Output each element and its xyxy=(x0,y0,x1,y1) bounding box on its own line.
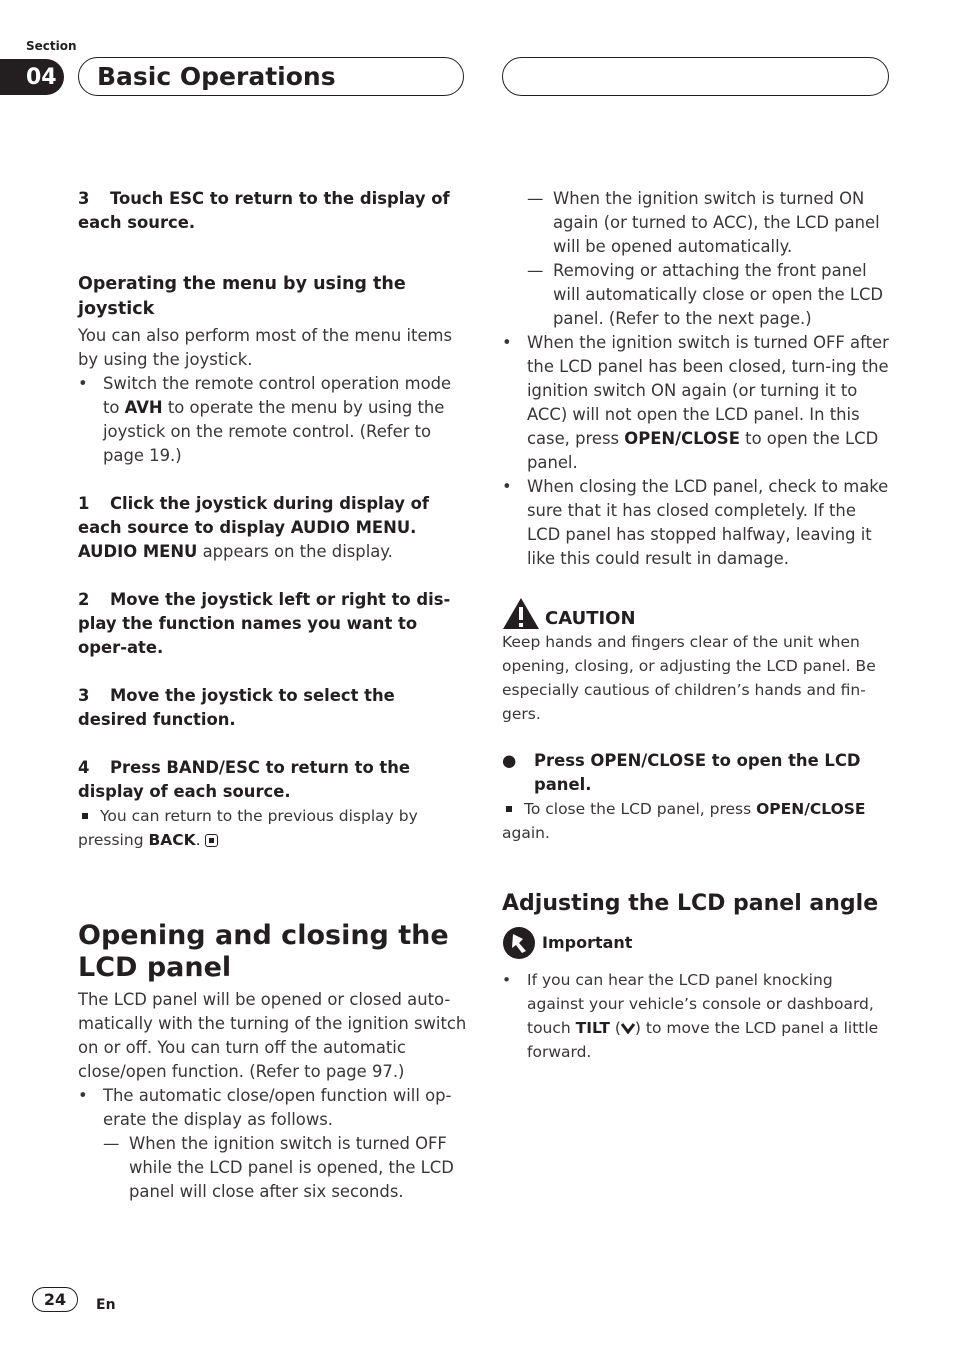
menu-intro-text: You can also perform most of the menu items by using the joystick. xyxy=(78,326,453,369)
section-label: Section xyxy=(26,39,77,53)
step-2-move-left-right: 2 Move the joystick left or right to dis-play the function names you want to oper-ate. xyxy=(78,590,451,657)
important-icon xyxy=(502,926,536,960)
step-3-touch-esc: 3 Touch ESC to return to the display of each source. xyxy=(78,189,450,232)
right-column xyxy=(502,187,892,1064)
dash-ignition-off: — When the ignition switch is turned OFF while the LCD panel is opened, the LCD panel will close after six seconds. xyxy=(103,1134,454,1201)
bullet-avh: • Switch the remote control operation mode to AVH to operate the menu by using the joystick on the remote control. (Refer to page 19.) xyxy=(78,374,452,465)
tilt-chevron-icon xyxy=(621,1022,635,1034)
bullet-ignition-off-closed: • When the ignition switch is turned OFF after the LCD panel has been closed, turn-ing the ignition switch ON again (or turning it to ACC) will not open the LCD panel. In this case, press OPEN/CLOSE to open the LCD panel. xyxy=(502,333,889,472)
end-mark-icon xyxy=(205,834,218,847)
warning-triangle-icon xyxy=(502,597,540,630)
header-box-empty xyxy=(502,57,889,96)
note-back: You can return to the previous display by pressing BACK. xyxy=(78,807,418,849)
bullet-closing-check: • When closing the LCD panel, check to make sure that it has closed completely. If the LCD panel has stopped halfway, leaving it like this could result in damage. xyxy=(502,477,889,568)
caution-text: Keep hands and fingers clear of the unit when opening, closing, or adjusting the LCD panel. Be especially cautious of children’s hands and fin-gers. xyxy=(502,633,876,723)
page-number: 24 xyxy=(32,1287,78,1312)
lcd-panel-heading: Opening and closing the LCD panel xyxy=(78,920,449,983)
menu-joystick-heading: Operating the menu by using the joystick xyxy=(78,274,406,319)
close-note: To close the LCD panel, press OPEN/CLOSE again. xyxy=(502,800,866,842)
section-number-badge: 04 xyxy=(0,59,64,95)
press-open-close-step: ● Press OPEN/CLOSE to open the LCD panel. xyxy=(502,749,892,797)
bullet-auto-close-open: • The automatic close/open function will op-erate the display as follows. xyxy=(78,1086,452,1129)
note-square-icon xyxy=(506,806,512,812)
bullet-tilt: • If you can hear the LCD panel knocking against your vehicle’s console or dashboard, touch TILT ( ) to move the LCD panel a little forward. xyxy=(502,971,879,1061)
dash-ignition-on: — When the ignition switch is turned ON again (or turned to ACC), the LCD panel will be opened automatically. xyxy=(527,189,880,256)
dash-front-panel: — Removing or attaching the front panel will automatically close or open the LCD panel. (Refer to the next page.) xyxy=(527,261,884,328)
language-label: En xyxy=(96,1297,116,1313)
step-4-press-band-esc: 4 Press BAND/ESC to return to the display of each source. xyxy=(78,758,411,801)
important-heading: Important xyxy=(502,926,892,960)
filled-bullet-icon: ● xyxy=(502,751,517,770)
step-3-select-function: 3 Move the joystick to select the desired function. xyxy=(78,686,395,729)
note-square-icon xyxy=(82,813,88,819)
caution-heading: CAUTION xyxy=(502,597,892,630)
left-column xyxy=(78,187,468,1204)
lcd-intro-text: The LCD panel will be opened or closed auto-matically with the turning of the ignition switch on or off. You can turn off the automatic close/open function. (Refer to page 97.) xyxy=(78,990,467,1081)
section-title: Basic Operations xyxy=(78,57,464,96)
audio-menu-result: AUDIO MENU appears on the display. xyxy=(78,542,393,561)
adjust-angle-heading: Adjusting the LCD panel angle xyxy=(502,891,879,916)
step-1-click-joystick: 1 Click the joystick during display of each source to display AUDIO MENU. xyxy=(78,494,430,537)
